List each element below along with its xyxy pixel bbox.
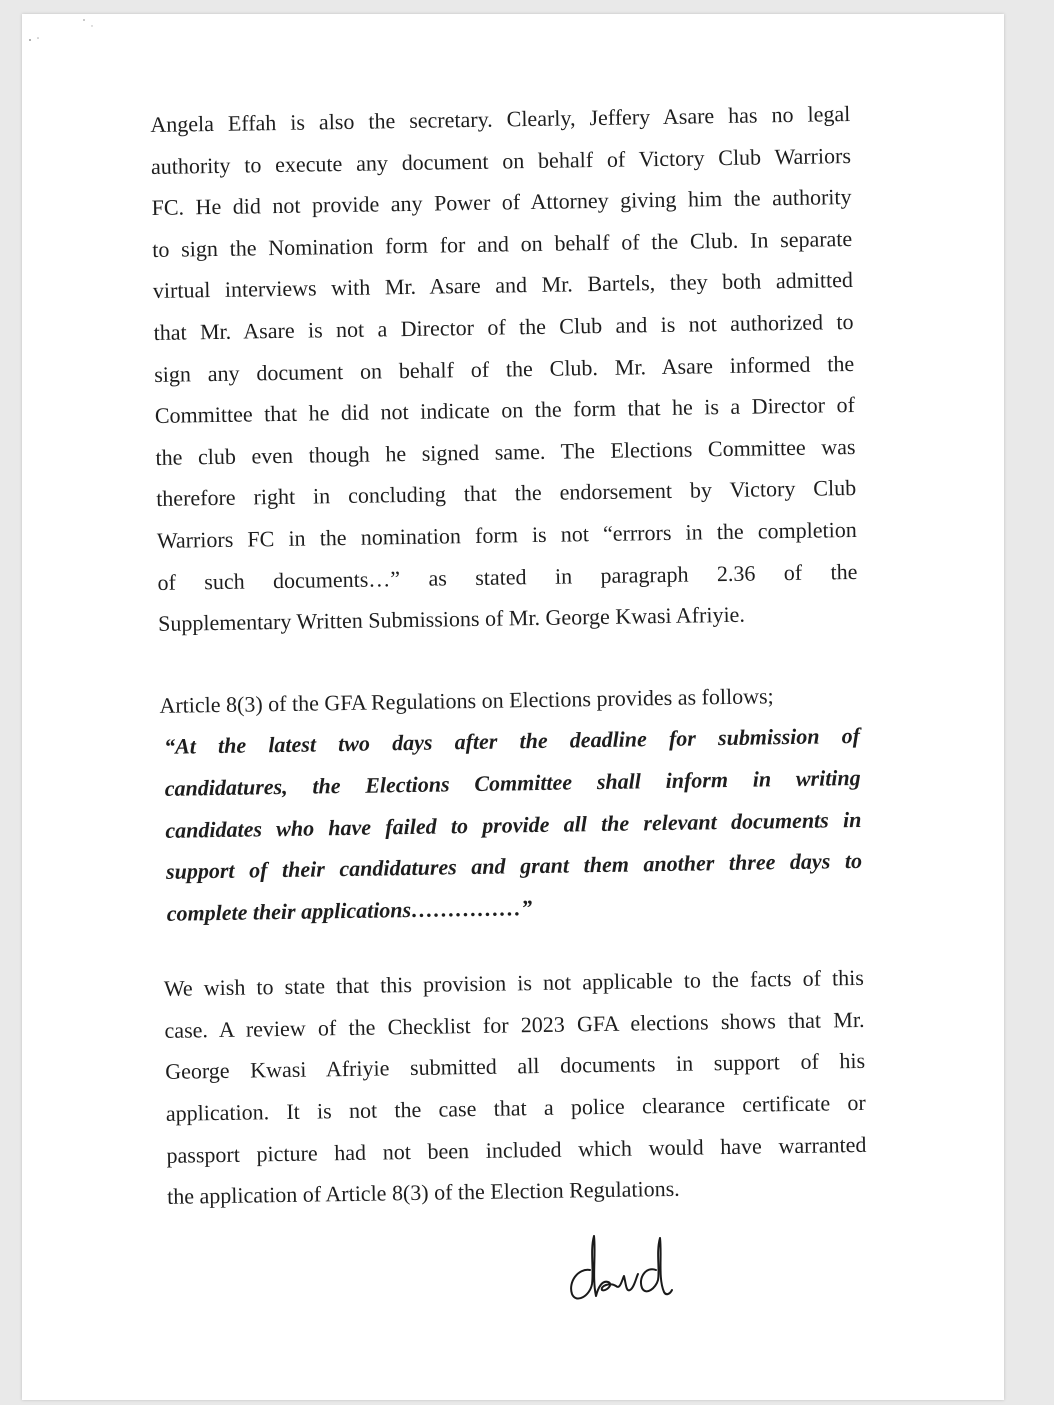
paragraph-article-8-3 <box>159 674 863 935</box>
text-line: We wish to state that this provision is not applicable to the facts of this <box>163 965 865 1002</box>
text-line: Angela Effah is also the secretary. Clearly, Jeffery Asare has no legal <box>150 101 851 137</box>
text-line: Warriors FC in the nomination form is not “errrors in the completion <box>156 516 857 553</box>
document-body <box>150 93 867 1218</box>
text-line: virtual interviews with Mr. Asare and Mr. Bartels, they both admitted <box>152 267 854 304</box>
text-line: therefore right in concluding that the endorsement by Victory Club <box>156 475 857 512</box>
text-line: authority to execute any document on behalf of Victory Club Warriors <box>150 142 852 179</box>
text-line: that Mr. Asare is not a Director of the Club and is not authorized to <box>153 308 854 345</box>
text-line: case. A review of the Checklist for 2023 GFA elections shows that Mr. <box>164 1006 865 1043</box>
text-line: application. It is not the case that a police clearance certificate or <box>165 1089 866 1126</box>
quote-line: candidatures, the Elections Committee shall inform in writing <box>164 764 861 801</box>
text-line: sign any document on behalf of the Club. Mr. Asare informed the <box>154 350 855 387</box>
text-line: to sign the Nomination form for and on behalf of the Club. In separate <box>152 225 853 262</box>
text-line: Committee that he did not indicate on the form that he is a Director of <box>154 392 856 429</box>
text-line: the application of Article 8(3) of the Election Regulations. <box>166 1176 680 1210</box>
article-intro: Article 8(3) of the GFA Regulations on Elections provides as follows; <box>159 682 774 718</box>
text-line: Supplementary Written Submissions of Mr. George Kwasi Afriyie. <box>157 601 746 637</box>
quote-line: candidates who have failed to provide all the relevant documents in <box>165 806 862 843</box>
quote-line: complete their applications……………” <box>166 894 533 926</box>
text-line: FC. He did not provide any Power of Attorney giving him the authority <box>151 184 852 221</box>
signature-icon <box>560 1230 680 1310</box>
scan-specks <box>26 14 116 54</box>
text-line: passport picture had not been included which would have warranted <box>166 1131 867 1168</box>
text-line: George Kwasi Afriyie submitted all documents in support of his <box>165 1048 866 1085</box>
text-line: of such documents…” as stated in paragraph 2.36 of the <box>157 558 858 595</box>
paragraph-provision-not-applicable <box>164 957 868 1218</box>
paragraph-signatory-authority <box>150 93 858 645</box>
text-line: the club even though he signed same. The Elections Committee was <box>155 433 856 470</box>
quote-line: “At the latest two days after the deadline for submission of <box>163 723 861 760</box>
quote-line: support of their candidatures and grant them another three days to <box>165 848 863 884</box>
